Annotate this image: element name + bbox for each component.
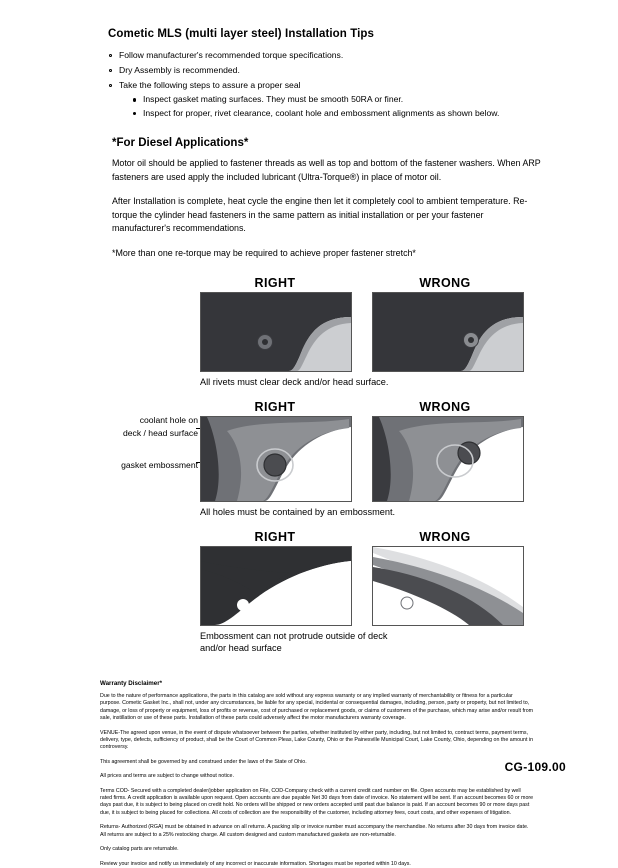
figure-row xyxy=(200,416,578,502)
figure-caption-embossment-line2: and/or head surface xyxy=(200,643,282,653)
list-item xyxy=(108,64,578,77)
diesel-paragraph-2: After Installation is complete, heat cycle the engine then let it completely cool to ambient temperature. Re-torque the cylinder head fasteners in the same pattern as initial installation or per your fastener manufacturer's recommendations. xyxy=(112,196,528,234)
installation-tips-list xyxy=(40,49,578,120)
warranty-paragraph: Only catalog parts are returnable. xyxy=(100,846,179,853)
callout-coolant-hole xyxy=(40,414,198,439)
callout-coolant-hole-line1: coolant hole on xyxy=(139,415,198,425)
warranty-heading: Warranty Disclaimer* xyxy=(100,680,163,687)
document-number: CG-109.00 xyxy=(504,760,566,774)
callout-gasket-embossment: gasket embossment xyxy=(121,460,198,470)
list-item xyxy=(132,107,578,120)
page-title: Cometic MLS (multi layer steel) Installation Tips xyxy=(108,28,375,40)
warranty-paragraph: Terms COD- Secured with a completed dealer/jobber application on File, COD-Company check with a current credit card number on file. Open accounts may be established by well rated firms. A credit application is available upon request. Open accounts are due payable Net 30 days from date of invoice. No statement will be sent. If an account becomes 60 or more days past due, it is subject to being placed on credit hold. No orders will be shipped or new orders accepted until past due balance is paid. If an account becomes 90 or more days past due, it is subject to being placed for collections. All costs of collection are the responsibility of the customer, including attorney fees, court costs, and other expenses of litigation. xyxy=(100,787,534,816)
tip-text: Take the following steps to assure a proper seal xyxy=(119,79,301,90)
list-item xyxy=(132,93,578,106)
figure-row xyxy=(200,546,578,626)
figure-image-hole-wrong xyxy=(372,416,524,502)
warranty-paragraph: Due to the nature of performance applications, the parts in this catalog are sold without any express warranty or any implied warranty of merchantability or fitness for a particular purpose. Cometic Gasket Inc., shall not, under any circumstances, be liable for any special, incidental or consequential damages, including, person, party or property, but not limited to, damage, or loss of property or equipment, loss of profits or revenue, cost of purchased or replacement goods, or claims of customers of the purchase, which may arise and/or result from sale, instillation or use of these parts. Installation of these parts could adversely affect the motor manufacturers warranty coverage. xyxy=(100,693,534,722)
figure-callouts xyxy=(40,414,198,472)
figure-caption-embossment xyxy=(200,630,578,654)
warranty-paragraph: VENUE-The agreed upon venue, in the event of dispute whatsoever between the parties, whether instituted by either party, including, but not limited to, contract terms, payment terms, delivery, type, defects, sufficiency of product, shall be the Court of Common Pleas, Lake County, Ohio or the Painesville Municipal Court, Lake County, Ohio, depending on the amount in controversy. xyxy=(100,729,534,751)
figure-labels xyxy=(200,530,578,546)
warranty-section xyxy=(40,680,578,868)
diesel-paragraph-1: Motor oil should be applied to fastener threads as well as top and bottom of the fastener washers. When ARP fasteners are used apply the included lubricant (Ultra-Torque®) in place of motor oil. xyxy=(112,158,541,182)
figure-caption-embossment-line1: Embossment can not protrude outside of deck xyxy=(200,631,388,641)
figure-image-hole-right xyxy=(200,416,352,502)
tip-text: Follow manufacturer's recommended torque specifications. xyxy=(119,50,344,60)
warranty-paragraph: Review your invoice and notify us immediately of any incorrect or inaccurate information. Shortages must be reported within 10 days. xyxy=(100,860,411,867)
figure-row xyxy=(200,292,578,372)
figure-label-wrong: WRONG xyxy=(419,276,471,290)
callout-coolant-hole-line2: deck / head surface xyxy=(122,427,198,438)
figure-label-wrong: WRONG xyxy=(419,400,471,414)
figure-group-holes xyxy=(121,400,578,518)
figure-label-right: RIGHT xyxy=(254,400,296,414)
warranty-paragraph: This agreement shall be governed by and construed under the laws of the State of Ohio. xyxy=(100,758,307,765)
figure-image-emboss-right xyxy=(200,546,352,626)
figure-label-right: RIGHT xyxy=(254,276,296,290)
warranty-paragraph: All prices and terms are subject to change without notice. xyxy=(100,773,234,780)
figures-section xyxy=(40,276,578,654)
diesel-section-heading: *For Diesel Applications* xyxy=(112,137,249,150)
figure-image-rivet-right xyxy=(200,292,352,372)
figure-label-right: RIGHT xyxy=(254,530,296,544)
figure-group-rivets xyxy=(200,276,578,388)
figure-caption-rivets: All rivets must clear deck and/or head surface. xyxy=(200,377,389,387)
figure-caption-holes: All holes must be contained by an embossment. xyxy=(200,507,396,517)
figure-image-emboss-wrong xyxy=(372,546,524,626)
figure-labels xyxy=(200,400,578,416)
tip-text: Dry Assembly is recommended. xyxy=(119,64,240,75)
figure-labels xyxy=(200,276,578,292)
warranty-paragraph: Returns- Authorized (RGA) must be obtained in advance on all returns. A packing slip or invoice number must accompany the merchandise. No returns after 30 days from invoice date. All returns are subject to a 25% restocking charge. All custom designed and custom manufactured gaskets are non-returnable. xyxy=(100,824,529,838)
retorque-note: *More than one re-torque may be required to achieve proper fastener stretch* xyxy=(112,248,416,258)
figure-label-wrong: WRONG xyxy=(419,530,471,544)
list-item xyxy=(108,79,578,120)
list-item xyxy=(108,49,578,62)
sub-tips-list xyxy=(119,93,578,120)
figure-image-rivet-wrong xyxy=(372,292,524,372)
sub-tip-text: Inspect for proper, rivet clearance, coolant hole and embossment alignments as shown below. xyxy=(143,107,500,118)
figure-group-embossment xyxy=(200,530,578,654)
sub-tip-text: Inspect gasket mating surfaces. They must be smooth 50RA or finer. xyxy=(143,94,404,105)
